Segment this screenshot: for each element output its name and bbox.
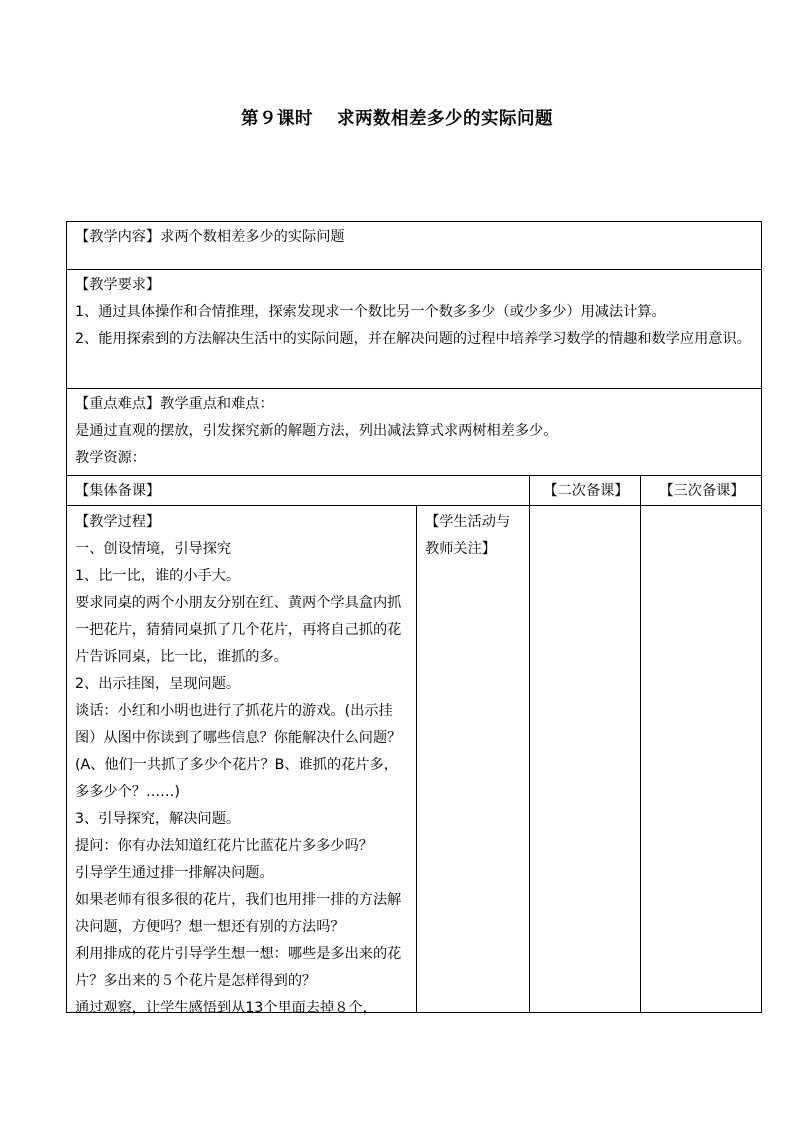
keypoints-label: 【重点难点】 [75,396,161,412]
requirements-row [67,270,762,389]
process-line: 1、比一比，谁的小手大。 [75,568,241,584]
requirements-label: 【教学要求】 [75,277,161,293]
process-line: 2、出示挂图，呈现问题。 [75,676,241,692]
process-line: 利用排成的花片引导学生想一想：哪些是多出来的花片？多出来的５个花片是怎样得到的？ [75,946,402,989]
process-column [67,506,417,1016]
process-line: 3、引导探究，解决问题。 [75,811,241,827]
lesson-number: 第９课时 [241,109,313,129]
third-label: 【三次备课】 [659,483,745,499]
collective-label: 【集体备课】 [75,483,161,499]
process-label: 【教学过程】 [75,514,161,530]
process-line: 一、创设情境，引导探究 [75,541,232,557]
collective-header [67,476,530,506]
requirement-item: 2、能用探索到的方法解决生活中的实际问题，并在解决问题的过程中培养学习数学的情趣和数学应用意识。 [75,331,751,347]
process-line: 要求同桌的两个小朋友分别在红、黄两个学具盒内抓一把花片，猜猜同桌抓了几个花片，再将自己抓的花片告诉同桌，比一比，谁抓的多。 [75,595,402,665]
second-header [530,476,641,506]
lesson-topic: 求两数相差多少的实际问题 [337,109,553,129]
content-row [67,222,762,270]
keypoints-heading: 教学重点和难点： [160,396,274,412]
process-line: 谈话：小红和小明也进行了抓花片的游戏。(出示挂图）从图中你读到了哪些信息？你能解决什么问题？(A、他们一共抓了多少个花片？B、谁抓的花片多，多多少个？……) [75,703,402,800]
student-activity-label: 【学生活动与教师关注】 [425,514,511,557]
third-prep-column [641,506,762,1013]
keypoints-text: 是通过直观的摆放，引发探究新的解题方法，列出减法算式求两树相差多少。 [75,423,558,439]
process-line: 通过观察，让学生感悟到从13个里面去掉８个， [75,1000,377,1016]
page-title [0,105,794,130]
requirement-item: 1、通过具体操作和合情推理，探索发现求一个数比另一个数多多少（或少多少）用减法计算。 [75,304,666,320]
process-line: 引导学生通过排一排解决问题。 [75,865,274,881]
teaching-resources: 教学资源： [75,450,146,466]
process-line: 提问：你有办法知道红花片比蓝花片多多少吗？ [75,838,373,854]
keypoints-row [67,389,762,476]
student-activity-column [417,506,530,1013]
content-label: 【教学内容】 [75,229,161,245]
second-prep-column [530,506,641,1013]
process-line: 如果老师有很多很的花片，我们也用排一排的方法解决问题，方便吗？想一想还有别的方法吗？ [75,892,402,935]
lesson-plan-table [66,221,762,1016]
third-header [641,476,762,506]
content-text: 求两个数相差多少的实际问题 [160,229,345,245]
second-label: 【二次备课】 [543,483,629,499]
